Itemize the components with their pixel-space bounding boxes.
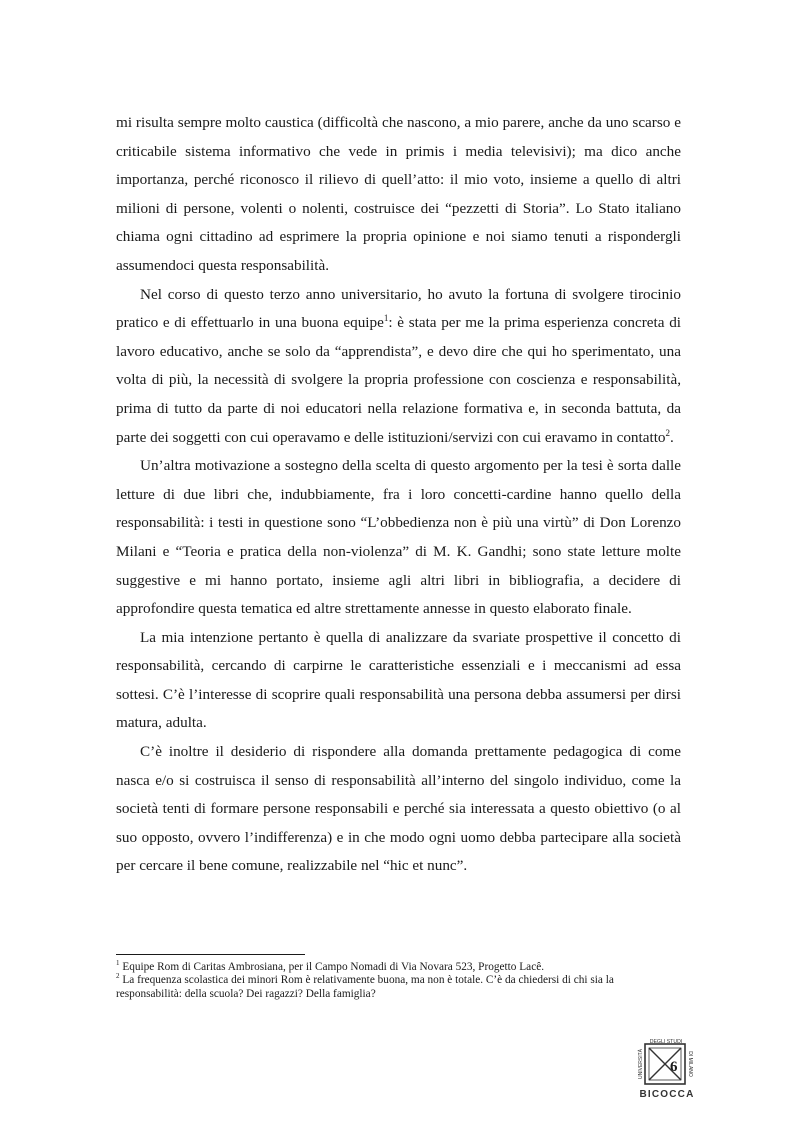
paragraph-2: [116, 281, 681, 453]
logo-right-text: DI MILANO: [687, 1051, 693, 1077]
footnote-ref-2[interactable]: 2: [665, 427, 671, 438]
paragraph-4: La mia intenzione pertanto è quella di analizzare da svariate prospettive il concetto di responsabilità, cercando di carpirne le caratteristiche essenziali e i meccanismi ad essa sottesi. C’è l’interesse di scoprire quali responsabilità una persona debba assumersi per dirsi matura, adulta.: [116, 628, 681, 732]
university-logo: [636, 1037, 698, 1099]
paragraph-3: Un’altra motivazione a sostegno della scelta di questo argomento per la tesi è sorta dalle letture di due libri che, indubbiamente, fra i loro concetti-cardine hanno quello della responsabilità: i testi in questione sono “L’obbedienza non è più una virtù” di Don Lorenzo Milani e “Teoria e pratica della non-violenza” di M. K. Gandhi; sono state letture molte suggestive e mi hanno portato, insieme agli altri libri in bibliografia, a decidere di approfondire questa tematica ed altre strettamente annesse in questo elaborato finale.: [116, 457, 681, 618]
logo-top-text: DEGLI STUDI: [649, 1039, 683, 1045]
footnote-2-number: 2: [116, 972, 120, 981]
paragraph-2-part-c: .: [670, 428, 674, 446]
paragraph-2-part-b: : è stata per me la prima esperienza concreta di lavoro educativo, anche se solo da “apprendista”, e devo dire che qui ho sperimentato, una volta di più, la necessità di svolgere la propria professione con coscienza e responsabilità, prima di tutto da parte di noi educatori nella relazione formativa e, in seconda battuta, da parte dei soggetti con cui operavamo e delle istituzioni/servizi con cui eravamo in contatto: [116, 314, 682, 446]
footnote-1-text: Equipe Rom di Caritas Ambrosiana, per il Campo Nomadi di Via Novara 523, Progetto Lacê.: [119, 961, 545, 973]
footnote-separator: [116, 954, 305, 955]
paragraph-5: C’è inoltre il desiderio di rispondere alla domanda prettamente pedagogica di come nasca e/o si costruisca il senso di responsabilità all’interno del singolo individuo, come la società tenti di formare persone responsabili e perché sia interessata a questo obiettivo (o al suo opposto, ovvero l’indifferenza) e in che modo ogni uomo debba partecipare alla società per cercare il bene comune, realizzabile nel “hic et nunc”.: [116, 743, 681, 875]
body-text: [116, 109, 681, 881]
paragraph-1: mi risulta sempre molto caustica (difficoltà che nascono, a mio parere, anche da uno scarso e criticabile sistema informativo che vede in primis i media televisivi); ma dico anche importanza, perché riconosco il rilievo di quell’atto: il mio voto, insieme a quello di altri milioni di persone, volenti o nolenti, costruisce dei “pezzetti di Storia”. Lo Stato italiano chiama ogni cittadino ad esprimere la propria opinione e noi siamo tenuti a rispondergli assumendoci questa responsabilità.: [116, 114, 681, 274]
logo-left-text: UNIVERSITÀ: [638, 1048, 644, 1080]
paragraph-2-part-a: Nel corso di questo terzo anno universitario, ho avuto la fortuna di svolgere tirocinio pratico e di effettuarlo in una buona equipe: [116, 285, 681, 332]
footnote-ref-1[interactable]: 1: [383, 313, 389, 324]
footnote-2: [116, 974, 681, 1001]
footnote-2-text: La frequenza scolastica dei minori Rom è relativamente buona, ma non è totale. C’è da chiedersi di chi sia la responsabilità: della scuola? Dei ragazzi? Della famiglia?: [116, 974, 614, 1000]
page-number: 6: [670, 1059, 678, 1075]
footnote-1-number: 1: [116, 959, 120, 968]
footnote-1: [116, 961, 681, 974]
footnotes: [116, 961, 681, 1001]
logo-wordmark: BICOCCA: [639, 1089, 695, 1099]
